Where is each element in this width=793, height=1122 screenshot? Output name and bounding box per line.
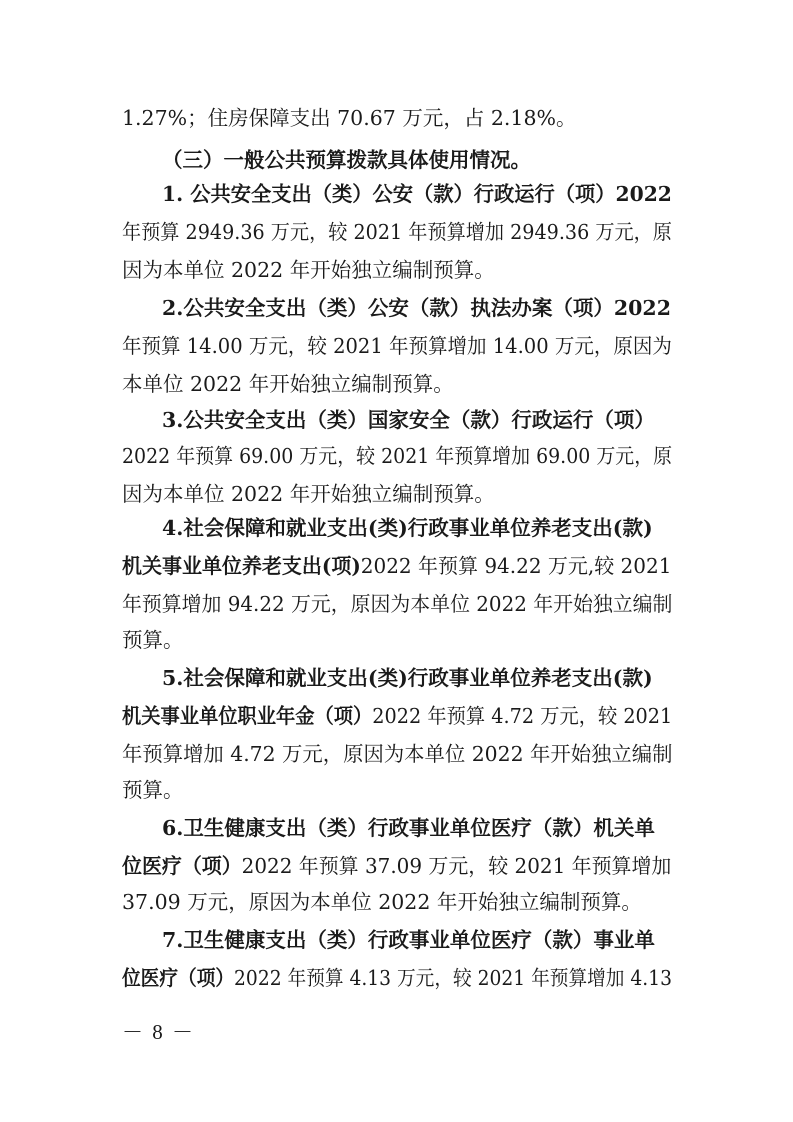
text-line: 本单位 2022 年开始独立编制预算。 xyxy=(122,372,454,396)
item-7-heading: 7.卫生健康支出（类）行政事业单位医疗（款）事业单 xyxy=(162,928,655,952)
text-line xyxy=(122,702,672,731)
text-line xyxy=(122,964,672,993)
item-7-text: 2022 年预算 4.13 万元，较 2021 年预算增加 4.13 xyxy=(234,966,673,990)
item-4-heading-cont: 机关事业单位养老支出(项) xyxy=(122,554,361,578)
text-line: 1.27%；住房保障支出 70.67 万元，占 2.18%。 xyxy=(122,106,577,130)
text-line: 2022 年预算 69.00 万元，较 2021 年预算增加 69.00 万元，原 xyxy=(122,444,673,468)
text-line xyxy=(122,552,671,581)
item-6-heading: 6.卫生健康支出（类）行政事业单位医疗（款）机关单 xyxy=(162,816,655,840)
item-5-text: 2022 年预算 4.72 万元，较 2021 xyxy=(372,704,673,728)
text-line: 因为本单位 2022 年开始独立编制预算。 xyxy=(122,258,495,282)
text-line xyxy=(122,852,671,881)
item-2-heading: 2.公共安全支出（类）公安（款）执法办案（项）2022 xyxy=(162,296,671,320)
item-4-heading: 4.社会保障和就业支出(类)行政事业单位养老支出(款) xyxy=(162,516,653,540)
item-6-heading-cont: 位医疗（项） xyxy=(122,854,242,878)
text-line: 因为本单位 2022 年开始独立编制预算。 xyxy=(122,482,495,506)
item-6-text: 2022 年预算 37.09 万元，较 2021 年预算增加 xyxy=(241,854,672,878)
section-heading: （三）一般公共预算拨款具体使用情况。 xyxy=(162,148,531,172)
item-7-heading-cont: 位医疗（项） xyxy=(122,966,235,990)
item-1-heading: 1. 公共安全支出（类）公安（款）行政运行（项）2022 xyxy=(162,182,672,206)
item-3-heading: 3.公共安全支出（类）国家安全（款）行政运行（项） xyxy=(162,408,655,432)
item-4-text: 2022 年预算 94.22 万元,较 2021 xyxy=(360,554,672,578)
item-5-heading: 5.社会保障和就业支出(类)行政事业单位养老支出(款) xyxy=(162,666,653,690)
text-line: 年预算增加 4.72 万元，原因为本单位 2022 年开始独立编制 xyxy=(122,742,673,766)
text-line: 预算。 xyxy=(122,628,184,652)
text-line: 年预算 14.00 万元，较 2021 年预算增加 14.00 万元，原因为 xyxy=(122,334,672,358)
page-number: － 8 － xyxy=(122,1020,195,1044)
text-line: 年预算增加 94.22 万元，原因为本单位 2022 年开始独立编制 xyxy=(122,592,673,616)
text-line: 年预算 2949.36 万元，较 2021 年预算增加 2949.36 万元，原 xyxy=(122,220,672,244)
item-5-heading-cont: 机关事业单位职业年金（项） xyxy=(122,704,373,728)
text-line: 37.09 万元，原因为本单位 2022 年开始独立编制预算。 xyxy=(122,890,642,914)
text-line: 预算。 xyxy=(122,778,184,802)
